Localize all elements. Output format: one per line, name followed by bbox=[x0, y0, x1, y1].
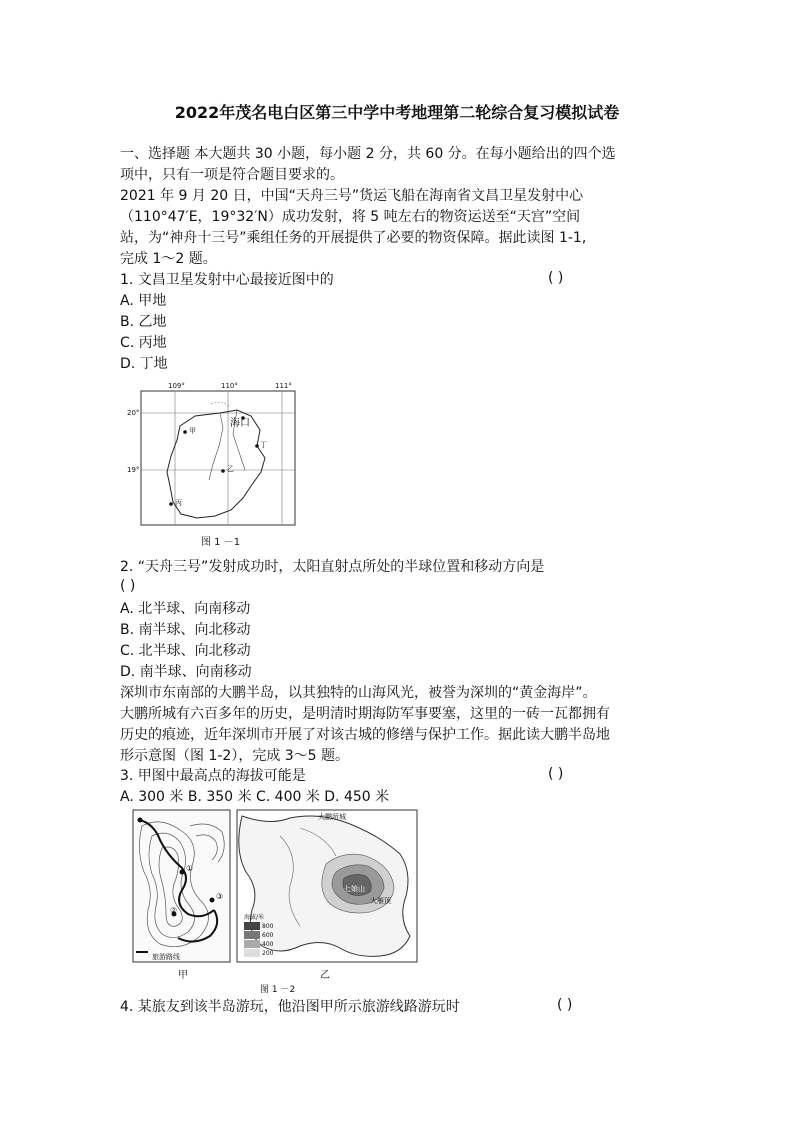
passage-2-line-4: 形示意图（图 1-2），完成 3～5 题。 bbox=[120, 748, 350, 764]
point-bing-label: 丙 bbox=[175, 499, 182, 507]
legend-route-label: 旅游路线 bbox=[152, 953, 180, 961]
hainan-map bbox=[125, 380, 305, 548]
question-3-answer-paren: ( ) bbox=[548, 766, 564, 782]
passage-2-line-3: 历史的痕迹，近年深圳市开展了对该古城的修缮与保护工作。据此读大鹏半岛地 bbox=[120, 727, 610, 743]
latitude-label: 20° bbox=[127, 409, 140, 417]
question-4-answer-paren: ( ) bbox=[557, 997, 573, 1013]
legend-value: 200 bbox=[262, 950, 274, 957]
legend-value: 800 bbox=[262, 923, 274, 930]
point-yi-label: 乙 bbox=[227, 465, 234, 473]
question-1-option-c: C. 丙地 bbox=[120, 335, 167, 351]
point-ding-label: 丁 bbox=[260, 441, 267, 449]
marker-2: ② bbox=[170, 906, 178, 915]
passage-1-line-4: 完成 1～2 题。 bbox=[120, 251, 217, 267]
map-yi-label: 乙 bbox=[320, 970, 330, 981]
longitude-label: 111° bbox=[275, 382, 292, 390]
question-1-option-a: A. 甲地 bbox=[120, 293, 167, 309]
question-3-options: A. 300 米 B. 350 米 C. 400 米 D. 450 米 bbox=[120, 789, 390, 805]
latitude-label: 19° bbox=[127, 466, 140, 474]
question-1-option-d: D. 丁地 bbox=[120, 356, 168, 372]
question-2-answer-paren: ( ) bbox=[120, 578, 136, 594]
figure-1-1-map bbox=[125, 380, 305, 548]
map-jia-label: 甲 bbox=[178, 970, 188, 981]
question-2-option-b: B. 南半球、向北移动 bbox=[120, 622, 251, 638]
haikou-label: 海口 bbox=[230, 418, 250, 429]
question-3-stem: 3. 甲图中最高点的海拔可能是 bbox=[120, 768, 306, 784]
qiniang-mountain-label: 七娘山 bbox=[344, 885, 365, 893]
section-heading-line-1: 一、选择题 本大题共 30 小题，每小题 2 分，共 60 分。在每小题给出的四个选 bbox=[120, 146, 616, 162]
passage-1-line-1: 2021 年 9 月 20 日，中国“天舟三号”货运飞船在海南省文昌卫星发射中心 bbox=[120, 188, 584, 204]
question-2-option-c: C. 北半球、向北移动 bbox=[120, 643, 251, 659]
passage-1-line-3: 站，为“神舟十三号”乘组任务的开展提供了必要的物资保障。据此读图 1-1, bbox=[120, 230, 587, 246]
figure-1-2 bbox=[130, 806, 420, 996]
dapeng-fortress-label: 大鹏所城 bbox=[318, 813, 346, 821]
question-2-option-a: A. 北半球、向南移动 bbox=[120, 601, 251, 617]
figure-1-2-caption: 图 1 －2 bbox=[260, 985, 296, 995]
question-1-option-b: B. 乙地 bbox=[120, 314, 167, 330]
dayanding-label: 大雁顶 bbox=[370, 897, 391, 905]
question-4-stem: 4. 某旅友到该半岛游玩，他沿图甲所示旅游线路游玩时 bbox=[120, 999, 460, 1015]
legend-elevation-title: 海拔/米 bbox=[244, 914, 265, 921]
passage-2-line-2: 大鹏所城有六百多年的历史，是明清时期海防军事要塞，这里的一砖一瓦都拥有 bbox=[120, 706, 610, 722]
marker-3: ③ bbox=[216, 892, 224, 901]
longitude-label: 110° bbox=[221, 382, 238, 390]
section-heading-line-2: 项中，只有一项是符合题目要求的。 bbox=[120, 167, 344, 183]
longitude-label: 109° bbox=[168, 382, 185, 390]
question-1-answer-paren: ( ) bbox=[548, 270, 564, 286]
point-jia-label: 甲 bbox=[189, 427, 196, 435]
passage-1-line-2: （110°47′E，19°32′N）成功发射，将 5 吨左右的物资运送至“天宫”空间 bbox=[120, 209, 581, 225]
legend-value: 600 bbox=[262, 932, 274, 939]
legend-value: 400 bbox=[262, 941, 274, 948]
question-1-stem: 1. 文昌卫星发射中心最接近图中的 bbox=[120, 272, 334, 288]
question-2-stem: 2. “天舟三号”发射成功时，太阳直射点所处的半球位置和移动方向是 bbox=[120, 559, 545, 575]
figure-1-1-caption: 图 1 －1 bbox=[201, 537, 241, 548]
question-2-option-d: D. 南半球、向南移动 bbox=[120, 664, 252, 680]
passage-2-line-1: 深圳市东南部的大鹏半岛，以其独特的山海风光，被誉为深圳的“黄金海岸”。 bbox=[120, 685, 597, 701]
marker-1: ① bbox=[186, 864, 194, 873]
page-title: 2022年茂名电白区第三中学中考地理第二轮综合复习模拟试卷 bbox=[174, 103, 620, 122]
